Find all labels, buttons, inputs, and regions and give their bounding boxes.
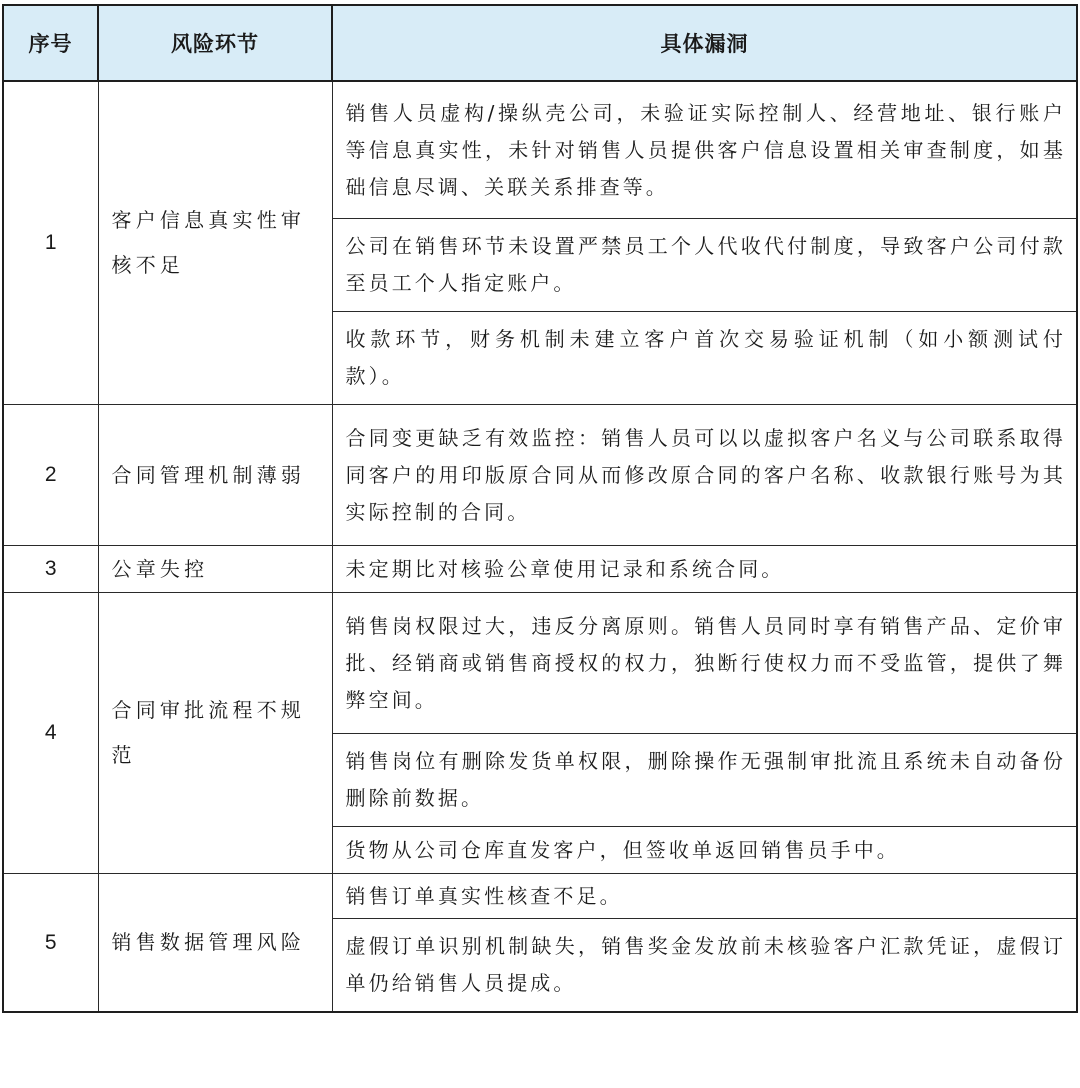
- vulnerability-detail: 销售订单真实性核查不足。: [332, 874, 1077, 919]
- header-detail: 具体漏洞: [332, 5, 1077, 81]
- row-index: 1: [3, 81, 98, 405]
- risk-stage: 合同管理机制薄弱: [98, 405, 332, 546]
- row-index: 5: [3, 874, 98, 1013]
- table-row: [3, 81, 1077, 219]
- vulnerability-detail: 虚假订单识别机制缺失，销售奖金发放前未核验客户汇款凭证，虚假订单仍给销售人员提成。: [332, 919, 1077, 1013]
- table-row: [3, 874, 1077, 919]
- vulnerability-detail: 销售岗位有删除发货单权限，删除操作无强制审批流且系统未自动备份删除前数据。: [332, 734, 1077, 827]
- risk-stage: 合同审批流程不规范: [98, 593, 332, 874]
- risk-stage: 销售数据管理风险: [98, 874, 332, 1013]
- table-body: [3, 81, 1077, 1012]
- document-page: [2, 4, 1076, 1013]
- header-index: 序号: [3, 5, 98, 81]
- vulnerability-detail: 收款环节，财务机制未建立客户首次交易验证机制（如小额测试付款）。: [332, 312, 1077, 405]
- vulnerability-detail: 合同变更缺乏有效监控：销售人员可以以虚拟客户名义与公司联系取得同客户的用印版原合同从而修改原合同的客户名称、收款银行账号为其实际控制的合同。: [332, 405, 1077, 546]
- row-index: 3: [3, 546, 98, 593]
- header-risk: 风险环节: [98, 5, 332, 81]
- vulnerability-detail: 货物从公司仓库直发客户，但签收单返回销售员手中。: [332, 827, 1077, 874]
- risk-table: [2, 4, 1078, 1013]
- vulnerability-detail: 销售岗权限过大，违反分离原则。销售人员同时享有销售产品、定价审批、经销商或销售商授权的权力，独断行使权力而不受监管，提供了舞弊空间。: [332, 593, 1077, 734]
- row-index: 2: [3, 405, 98, 546]
- table-row: [3, 546, 1077, 593]
- risk-stage: 客户信息真实性审核不足: [98, 81, 332, 405]
- vulnerability-detail: 未定期比对核验公章使用记录和系统合同。: [332, 546, 1077, 593]
- vulnerability-detail: 销售人员虚构/操纵壳公司，未验证实际控制人、经营地址、银行账户等信息真实性，未针对销售人员提供客户信息设置相关审查制度，如基础信息尽调、关联关系排查等。: [332, 81, 1077, 219]
- risk-stage: 公章失控: [98, 546, 332, 593]
- header-row: [3, 5, 1077, 81]
- table-row: [3, 593, 1077, 734]
- vulnerability-detail: 公司在销售环节未设置严禁员工个人代收代付制度，导致客户公司付款至员工个人指定账户。: [332, 219, 1077, 312]
- table-row: [3, 405, 1077, 546]
- row-index: 4: [3, 593, 98, 874]
- table-header: [3, 5, 1077, 81]
